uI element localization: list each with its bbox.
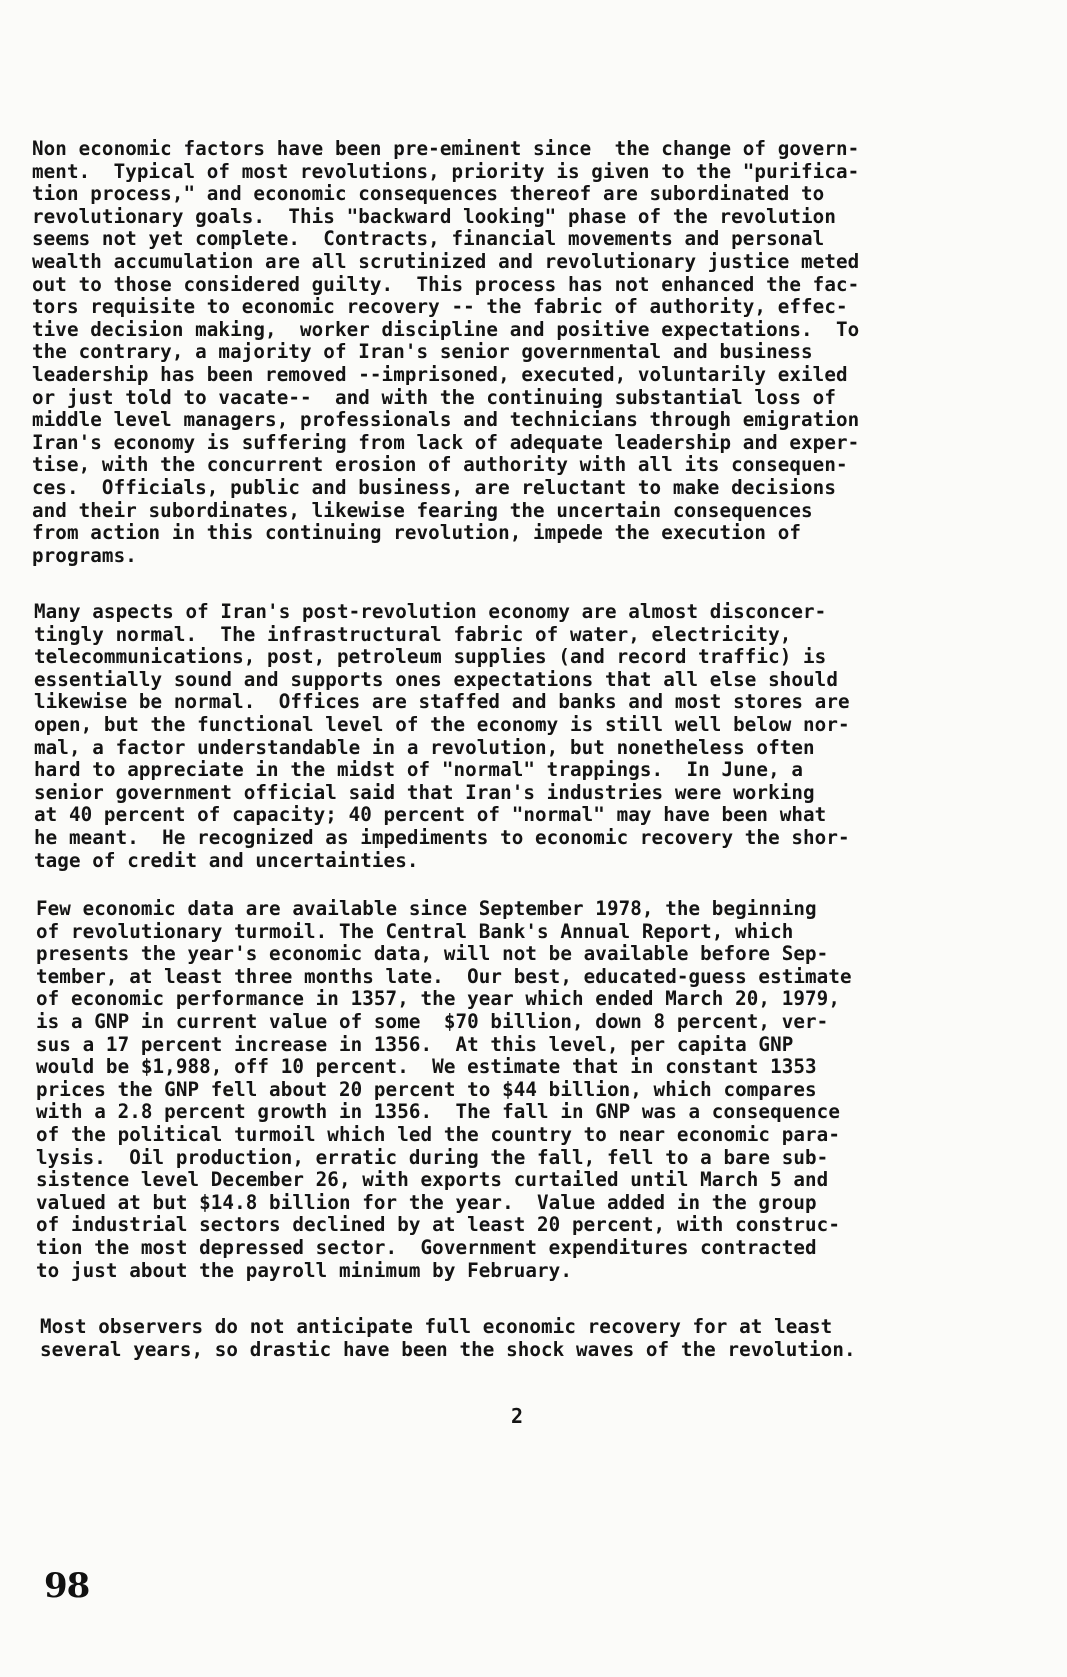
- folio-number: 98: [44, 1566, 90, 1606]
- page-number: 2: [511, 1404, 524, 1428]
- paragraph-post-revolution-economy: Many aspects of Iran's post-revolution economy are almost disconcer- tingly normal. The infrastructural fabric of water, electricity, telecommunications, post, petroleum supplies (and record traffic) is essentially sound and supports ones expectations that all else should likewise be normal. Offices are staffed and banks and most stores are open, but the functional level of the economy is still well below nor- mal, a factor understandable in a revolution, but nonetheless often hard to appreciate in the midst of "normal" trappings. In June, a senior government official said that Iran's industries were working at 40 percent of capacity; 40 percent of "normal" may have been what he meant. He recognized as impediments to economic recovery the shor- tage of credit and uncertainties.: [34, 600, 850, 872]
- paragraph-economic-data: Few economic data are available since September 1978, the beginning of revolutionary turmoil. The Central Bank's Annual Report, which presents the year's economic data, will not be available before Sep- tember, at least three months late. Our best, educated-guess estimate of economic performance in 1357, the year which ended March 20, 1979, is a GNP in current value of some $70 billion, down 8 percent, ver- sus a 17 percent increase in 1356. At this level, per capita GNP would be $1,988, off 10 percent. We estimate that in constant 1353 prices the GNP fell about 20 percent to $44 billion, which compares with a 2.8 percent growth in 1356. The fall in GNP was a consequence of the political turmoil which led the country to near economic para- lysis. Oil production, erratic during the fall, fell to a bare sub- sistence level December 26, with exports curtailed until March 5 and valued at but $14.8 billion for the year. Value added in the group of industrial sectors declined by at least 20 percent, with construc- tion the most depressed sector. Government expenditures contracted to just about the payroll minimum by February.: [36, 897, 852, 1282]
- paragraph-non-economic-factors: Non economic factors have been pre-eminent since the change of govern- ment. Typical of most revolutions, priority is given to the "purifica- tion process," and economic consequences thereof are subordinated to revolutionary goals. This "backward looking" phase of the revolution seems not yet complete. Contracts, financial movements and personal wealth accumulation are all scrutinized and revolutionary justice meted out to those considered guilty. This process has not enhanced the fac- tors requisite to economic recovery -- the fabric of authority, effec- tive decision making, worker discipline and positive expectations. To the contrary, a majority of Iran's senior governmental and business leadership has been removed --imprisoned, executed, voluntarily exiled or just told to vacate-- and with the continuing substantial loss of middle level managers, professionals and technicians through emigration Iran's economy is suffering from lack of adequate leadership and exper- tise, with the concurrent erosion of authority with all its consequen- ces. Officials, public and business, are reluctant to make decisions and their subordinates, likewise fearing the uncertain consequences from action in this continuing revolution, impede the execution of programs.: [32, 137, 860, 567]
- paragraph-recovery-outlook: Most observers do not anticipate full economic recovery for at least several years, so drastic have been the shock waves of the revolution.: [40, 1315, 856, 1361]
